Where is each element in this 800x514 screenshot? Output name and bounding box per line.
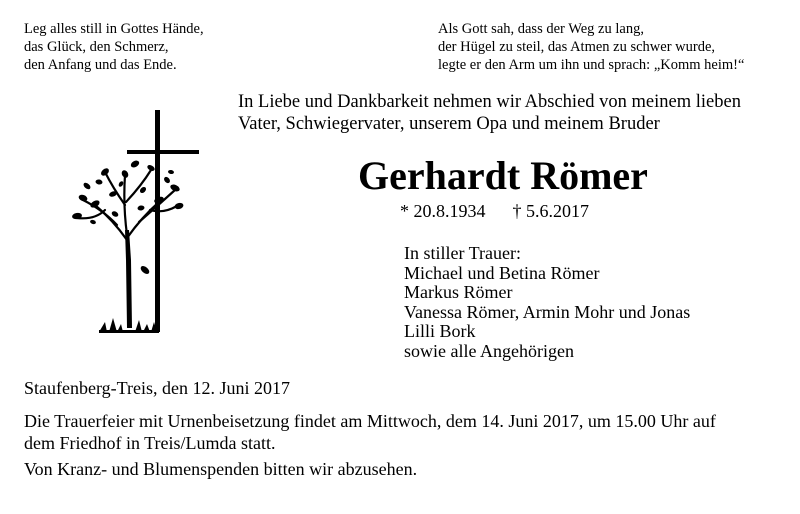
- birth-date: * 20.8.1934: [400, 201, 486, 221]
- ceremony-line: dem Friedhof in Treis/Lumda statt.: [24, 433, 276, 453]
- intro-line: Vater, Schwiegervater, unserem Opa und meinem Bruder: [238, 114, 660, 134]
- ceremony-line: Die Trauerfeier mit Urnenbeisetzung findet am Mittwoch, dem 14. Juni 2017, um 15.00 Uhr auf: [24, 411, 716, 431]
- cross-and-tree-icon: [55, 110, 205, 345]
- intro-text: [238, 91, 741, 135]
- mourners-line: Vanessa Römer, Armin Mohr und Jonas: [404, 301, 691, 322]
- mourners-line: Lilli Bork: [404, 321, 476, 341]
- death-date: † 5.6.2017: [512, 201, 589, 221]
- mourners-line: Michael und Betina Römer: [404, 262, 600, 283]
- poem-left-line: das Glück, den Schmerz,: [24, 39, 169, 55]
- mourners-line: sowie alle Angehörigen: [404, 340, 574, 361]
- poem-right-line: Als Gott sah, dass der Weg zu lang,: [438, 21, 644, 37]
- poem-left: [24, 20, 204, 74]
- place-and-date: Staufenberg-Treis, den 12. Juni 2017: [24, 378, 290, 398]
- mourners-line: In stiller Trauer:: [404, 243, 521, 263]
- poem-right-line: der Hügel zu steil, das Atmen zu schwer wurde,: [438, 39, 716, 55]
- poem-right: [438, 20, 744, 74]
- donations-notice: Von Kranz- und Blumenspenden bitten wir abzusehen.: [24, 459, 418, 479]
- mourners-list: [404, 244, 690, 361]
- poem-left-line: Leg alles still in Gottes Hände,: [24, 21, 204, 37]
- ceremony-notice: [24, 410, 794, 454]
- mourners-line: Markus Römer: [404, 282, 513, 302]
- poem-right-line: legte er den Arm um ihn und sprach: „Komm heim!“: [438, 57, 745, 73]
- life-dates: [400, 200, 589, 222]
- intro-line: In Liebe und Dankbarkeit nehmen wir Abschied von meinem lieben: [238, 92, 741, 112]
- deceased-name: Gerhardt Römer: [358, 153, 648, 198]
- poem-left-line: den Anfang und das Ende.: [24, 57, 177, 73]
